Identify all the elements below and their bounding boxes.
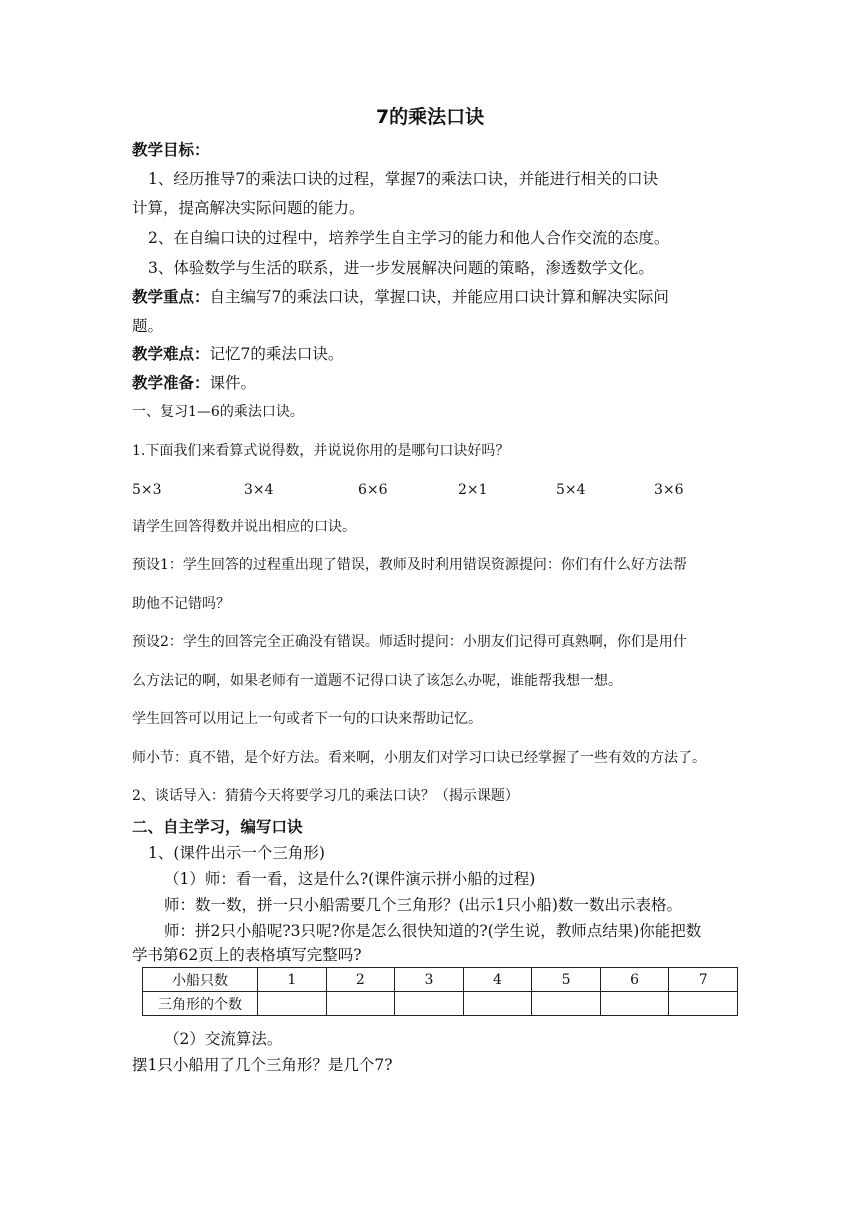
- boats-table: [142, 967, 738, 1016]
- section-2-line-2: （1）师：看一看，这是什么?(课件演示拼小船的过程): [164, 870, 536, 888]
- table-cell-empty: [258, 992, 327, 1016]
- section-2-line-3: 师：数一数，拼一只小船需要几个三角形？(出示1只小船)数一数出示表格。: [164, 896, 682, 914]
- paragraph-3b: 么方法记的啊，如果老师有一道题不记得口诀了该怎么办呢，谁能帮我想一想。: [132, 673, 622, 689]
- difficulty-text: 记忆7的乘法口诀。: [209, 345, 344, 363]
- paragraph-6: 2、谈话导入：猜猜今天将要学习几的乘法口诀？（揭示课题）: [132, 788, 519, 804]
- preparation: [132, 374, 256, 393]
- section-2-line-5: （2）交流算法。: [164, 1030, 283, 1048]
- goals-label: 教学目标：: [132, 141, 210, 159]
- goal-line-4: 3、体验数学与生活的联系，进一步发展解决问题的策略，渗透数学文化。: [148, 259, 654, 277]
- table-cell: 1: [258, 968, 327, 992]
- paragraph-5: 师小节：真不错，是个好方法。看来啊，小朋友们对学习口诀已经掌握了一些有效的方法了。: [132, 750, 706, 766]
- section-2-heading: 二、自主学习，编写口诀: [132, 818, 303, 836]
- table-cell-empty: [532, 992, 601, 1016]
- paragraph-2b: 助他不记错吗？: [132, 596, 230, 612]
- section-2-line-6: 摆1只小船用了几个三角形？是几个7?: [132, 1056, 393, 1074]
- difficulty: [132, 345, 343, 364]
- paragraph-1: 请学生回答得数并说出相应的口诀。: [132, 519, 356, 535]
- difficulty-label: 教学难点：: [132, 345, 210, 363]
- goal-line-2: 计算，提高解决实际问题的能力。: [132, 199, 365, 217]
- table-cell-empty: [326, 992, 395, 1016]
- table-cell-empty: [669, 992, 738, 1016]
- table-cell: 7: [669, 968, 738, 992]
- table-cell-empty: [395, 992, 464, 1016]
- question-1: 1.下面我们来看算式说得数，并说说你用的是哪句口诀好吗？: [132, 443, 510, 459]
- key-points: [132, 288, 669, 307]
- page-title: 7的乘法口诀: [375, 106, 485, 128]
- table-row-header: 小船只数: [143, 968, 258, 992]
- table-cell: 4: [463, 968, 532, 992]
- expression: 5×4: [556, 482, 586, 498]
- table-row: [143, 968, 738, 992]
- prep-label: 教学准备：: [132, 374, 210, 392]
- prep-text: 课件。: [209, 374, 257, 392]
- expression: 5×3: [132, 482, 162, 498]
- key-text: 自主编写7的乘法口诀，掌握口诀，并能应用口诀计算和解决实际问: [209, 288, 669, 306]
- table-row-header: 三角形的个数: [143, 992, 258, 1016]
- table-cell: 2: [326, 968, 395, 992]
- paragraph-2a: 预设1：学生回答的过程重出现了错误，教师及时利用错误资源提问：你们有什么好方法帮: [132, 557, 687, 573]
- table-cell-empty: [463, 992, 532, 1016]
- expression: 3×6: [654, 482, 684, 498]
- expressions-row: [132, 482, 684, 499]
- table-cell: 3: [395, 968, 464, 992]
- goal-line-1: 1、经历推导7的乘法口诀的过程，掌握7的乘法口诀，并能进行相关的口诀: [148, 170, 659, 188]
- table-row: [143, 992, 738, 1016]
- table-cell: 5: [532, 968, 601, 992]
- expression: 2×1: [458, 482, 488, 498]
- key-label: 教学重点：: [132, 288, 210, 306]
- paragraph-3a: 预设2：学生的回答完全正确没有错误。师适时提问：小朋友们记得可真熟啊，你们是用什: [132, 634, 687, 650]
- goal-line-3: 2、在自编口诀的过程中，培养学生自主学习的能力和他人合作交流的态度。: [148, 229, 670, 247]
- section-2-line-4b: 学书第62页上的表格填写完整吗?: [132, 946, 362, 964]
- section-2-line-1: 1、(课件出示一个三角形): [148, 844, 325, 862]
- expression: 3×4: [244, 482, 274, 498]
- paragraph-4: 学生回答可以用记上一句或者下一句的口诀来帮助记忆。: [132, 711, 482, 727]
- table-cell: 6: [600, 968, 669, 992]
- table-cell-empty: [600, 992, 669, 1016]
- section-1-heading: 一、复习1—6的乘法口诀。: [132, 404, 304, 420]
- key-text-cont: 题。: [132, 317, 164, 335]
- expression: 6×6: [358, 482, 388, 498]
- section-2-line-4a: 师：拼2只小船呢?3只呢?你是怎么很快知道的?(学生说，教师点结果)你能把数: [164, 922, 702, 940]
